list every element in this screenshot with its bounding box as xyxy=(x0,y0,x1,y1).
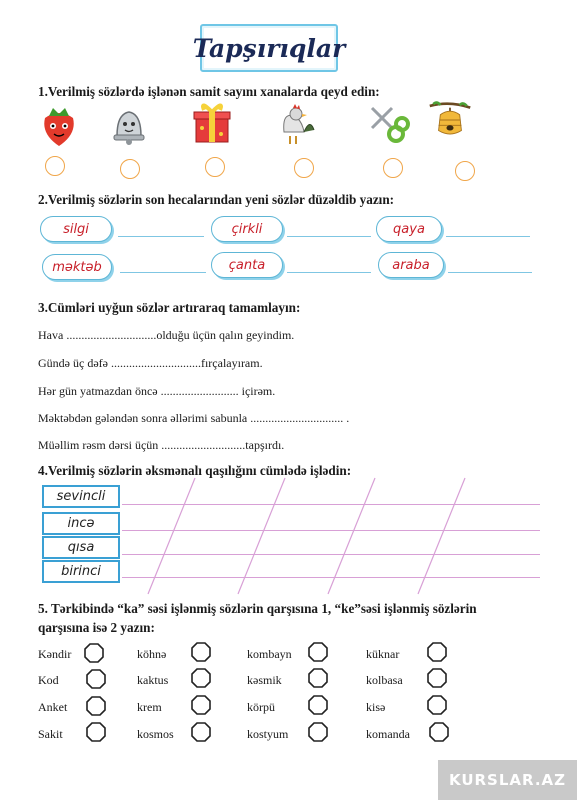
q3-heading: 3.Cümləri uyğun sözlər artıraraq tamamlayın: xyxy=(38,300,301,315)
gift-box-icon xyxy=(190,100,234,144)
answer-octagon[interactable] xyxy=(427,695,447,715)
q2-heading: 2.Verilmiş sözlərin son hecalarından yeni sözlər düzəldib yazın: xyxy=(38,192,395,207)
answer-octagon[interactable] xyxy=(84,643,104,663)
answer-line[interactable] xyxy=(448,272,532,273)
word-oval: araba xyxy=(378,252,444,278)
word: kosmos xyxy=(137,727,174,741)
answer-octagon[interactable] xyxy=(427,642,447,662)
word: kolbasa xyxy=(366,673,403,687)
word-oval: məktəb xyxy=(42,254,112,280)
word-box: birinci xyxy=(42,560,120,583)
answer-octagon[interactable] xyxy=(308,722,328,742)
word-oval: çanta xyxy=(211,252,283,278)
sentence-2: Gündə üç dəfə ..............................fırçalayıram. xyxy=(38,356,263,370)
word: Sakit xyxy=(38,727,63,741)
word-box: incə xyxy=(42,512,120,535)
word: kaktus xyxy=(137,673,169,687)
word: kəsmik xyxy=(247,673,282,687)
word: kombayn xyxy=(247,647,292,661)
word-oval: silgi xyxy=(40,216,112,242)
answer-octagon[interactable] xyxy=(427,668,447,688)
answer-line[interactable] xyxy=(120,272,206,273)
answer-octagon[interactable] xyxy=(308,668,328,688)
answer-octagon[interactable] xyxy=(191,642,211,662)
word-oval: qaya xyxy=(376,216,442,242)
answer-octagon[interactable] xyxy=(191,668,211,688)
sentence-5: Müəllim rəsm dərsi üçün ............................tapşırdı. xyxy=(38,438,285,452)
answer-octagon[interactable] xyxy=(429,722,449,742)
answer-line[interactable] xyxy=(287,272,371,273)
sentence-1: Hava ..............................olduğu üçün qalın geyindim. xyxy=(38,328,295,342)
watermark-logo: KURSLAR.AZ xyxy=(438,760,577,800)
answer-octagon[interactable] xyxy=(191,695,211,715)
bell-icon xyxy=(107,102,151,146)
answer-line[interactable] xyxy=(446,236,530,237)
answer-octagon[interactable] xyxy=(308,695,328,715)
q5-heading-line2: qarşısına isə 2 yazın: xyxy=(38,620,155,635)
strawberry-icon xyxy=(37,104,81,148)
rooster-icon xyxy=(276,102,320,146)
answer-line[interactable] xyxy=(118,236,204,237)
word-box: qısa xyxy=(42,536,120,559)
word: köhnə xyxy=(137,647,167,661)
answer-octagon[interactable] xyxy=(86,696,106,716)
diagonal-guide-lines xyxy=(120,476,540,596)
answer-octagon[interactable] xyxy=(86,669,106,689)
word: krem xyxy=(137,700,162,714)
answer-circle[interactable] xyxy=(294,158,314,178)
word: Kod xyxy=(38,673,59,687)
word: körpü xyxy=(247,700,275,714)
q1-heading: 1.Verilmiş sözlərdə işlənən samit sayını xanalarda qeyd edin: xyxy=(38,84,380,99)
beehive-icon xyxy=(428,98,472,142)
q5-heading-line1: 5. Tərkibində “ka” səsi işlənmiş sözlərin qarşısına 1, “ke”səsi işlənmiş sözlərin xyxy=(38,601,477,616)
answer-circle[interactable] xyxy=(45,156,65,176)
page-title: Tapşırıqlar xyxy=(192,33,346,63)
word: Kəndir xyxy=(38,647,72,661)
answer-circle[interactable] xyxy=(205,157,225,177)
word-box: sevincli xyxy=(42,485,120,508)
answer-circle[interactable] xyxy=(383,158,403,178)
answer-octagon[interactable] xyxy=(308,642,328,662)
sentence-4: Məktəbdən gələndən sonra əllərimi sabunla ............................... . xyxy=(38,411,350,425)
word: kostyum xyxy=(247,727,289,741)
answer-octagon[interactable] xyxy=(86,722,106,742)
answer-circle[interactable] xyxy=(120,159,140,179)
word-oval: çirkli xyxy=(211,216,283,242)
answer-line[interactable] xyxy=(287,236,371,237)
word: komanda xyxy=(366,727,410,741)
word: kisə xyxy=(366,700,386,714)
word: küknar xyxy=(366,647,400,661)
answer-octagon[interactable] xyxy=(191,722,211,742)
scissors-icon xyxy=(366,102,410,146)
answer-circle[interactable] xyxy=(455,161,475,181)
title-box xyxy=(192,24,346,72)
sentence-3: Hər gün yatmazdan öncə .......................... içirəm. xyxy=(38,384,276,398)
word: Anket xyxy=(38,700,68,714)
q4-heading: 4.Verilmiş sözlərin əksmənalı qaşılığını cümlədə işlədin: xyxy=(38,463,352,478)
